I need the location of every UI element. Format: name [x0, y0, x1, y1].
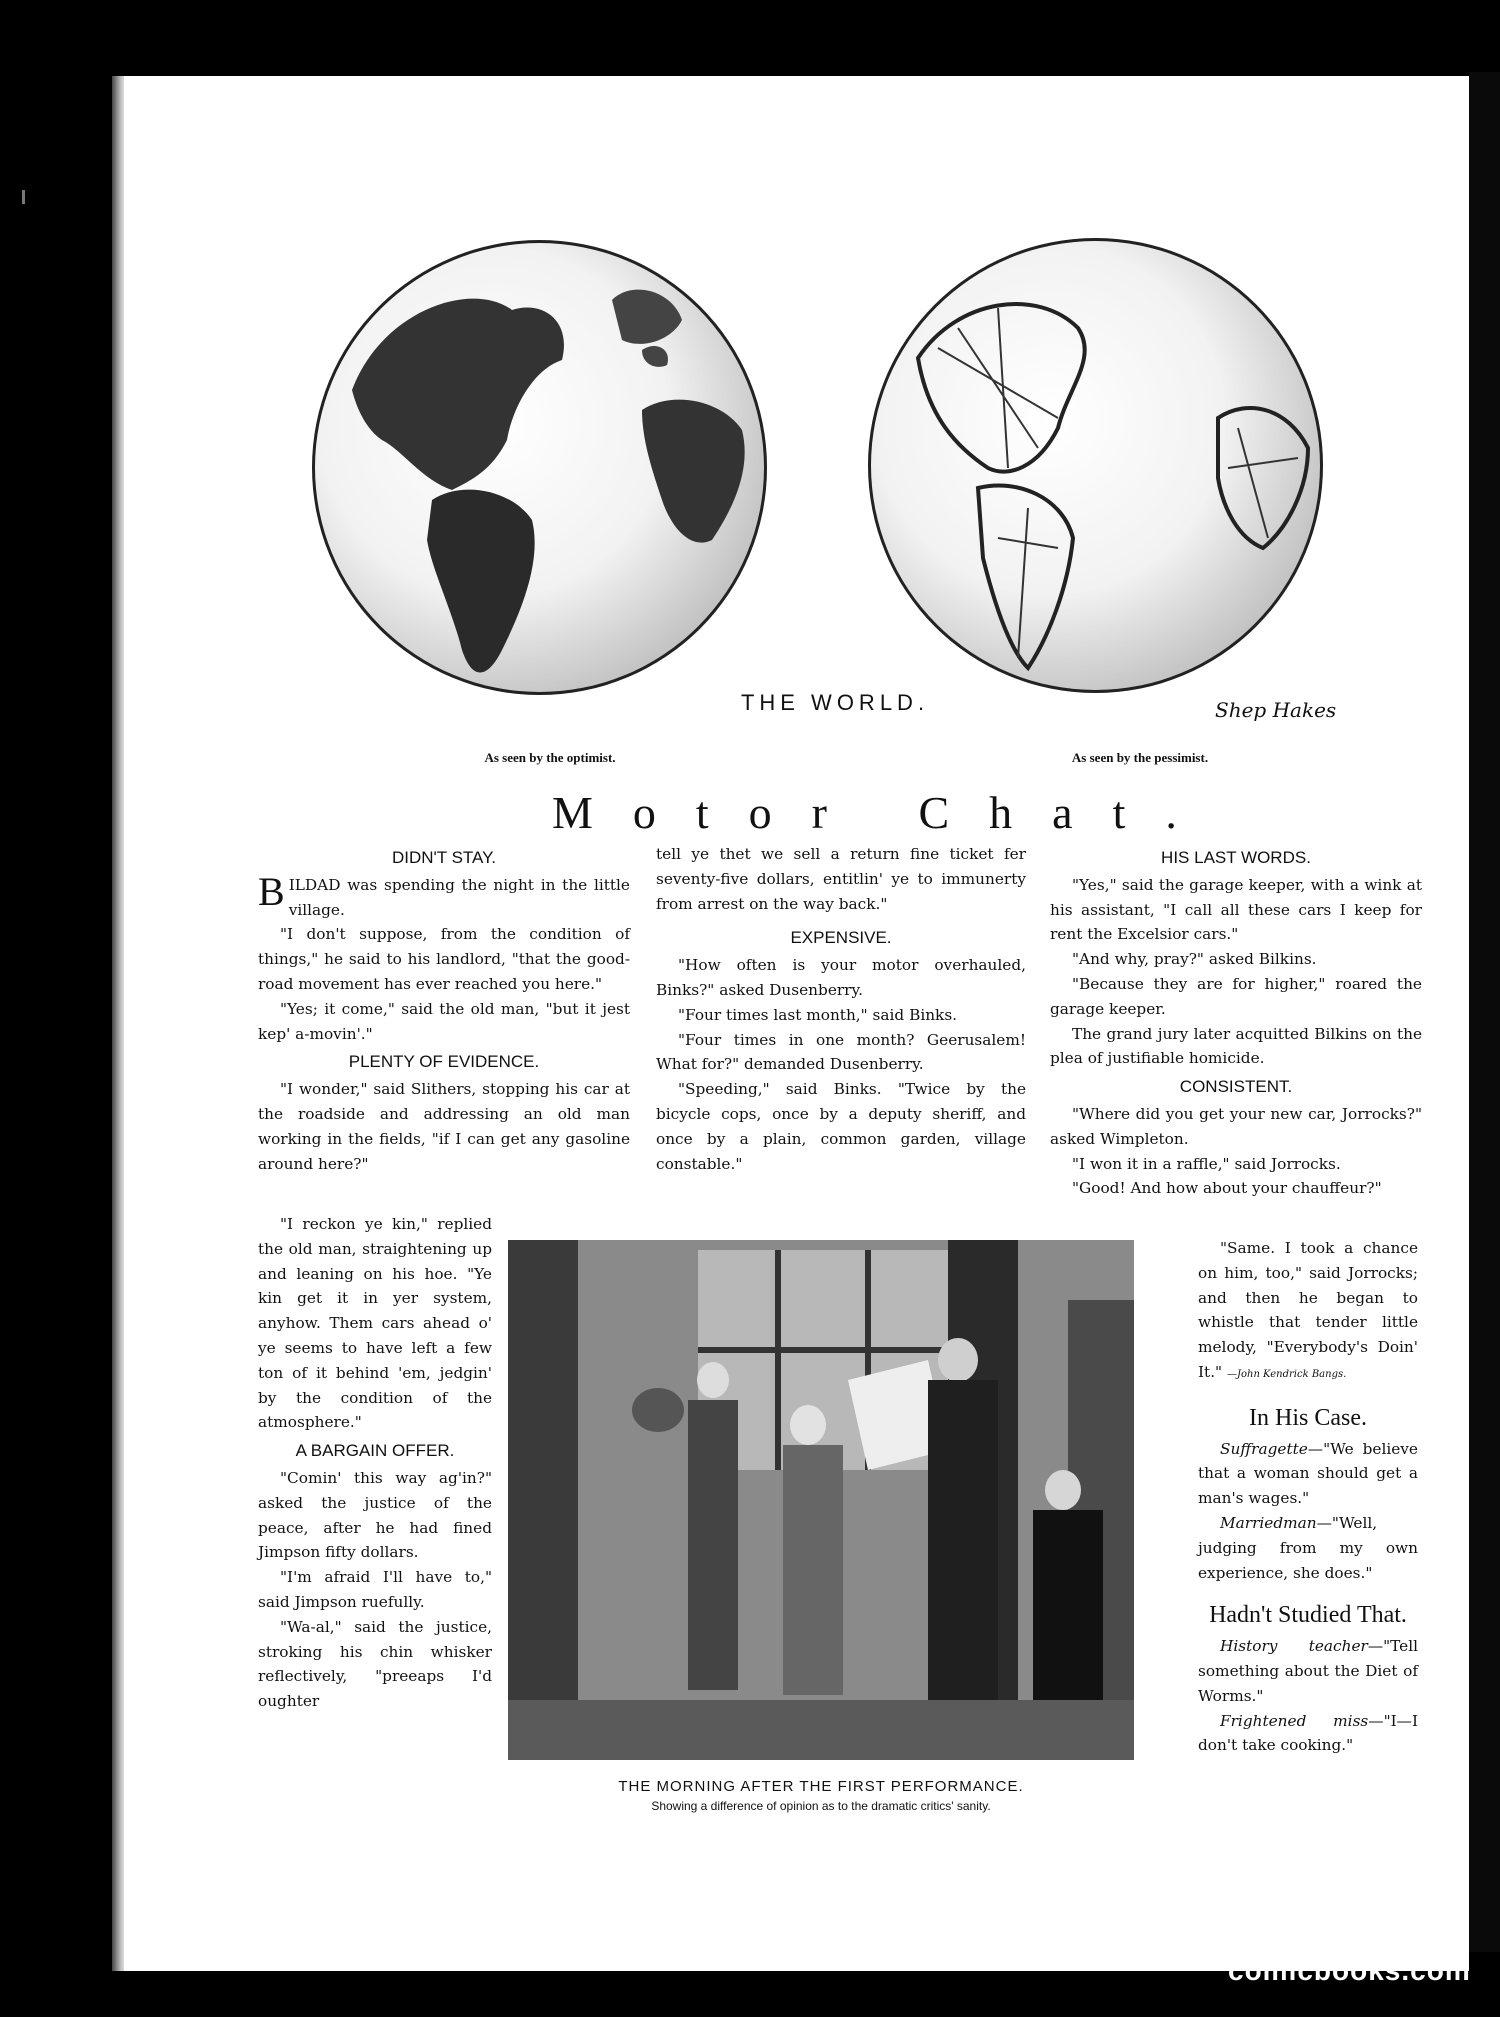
paragraph: "I wonder," said Slithers, stopping his car at the roadside and addressing an old man working in the fields, "if I can get any gasoline around here?": [258, 1080, 630, 1173]
heading-expensive: EXPENSIVE.: [790, 928, 892, 948]
paragraph: "I won it in a raffle," said Jorrocks.: [1072, 1154, 1341, 1173]
paragraph: "Comin' this way ag'in?" asked the justice of the peace, after he had fined Jimpson fifty dollars.: [258, 1468, 492, 1562]
column-1-top: [258, 842, 630, 1176]
illustration-title: THE MORNING AFTER THE FIRST PERFORMANCE.: [618, 1778, 1024, 1795]
section-heading: Motor Chat.: [552, 787, 1217, 838]
scan-mark: [22, 190, 25, 204]
artist-signature: Shep Hakes: [1215, 698, 1337, 722]
optimist-continents: [312, 240, 767, 695]
heading-a-bargain-offer: A BARGAIN OFFER.: [295, 1441, 455, 1461]
paragraph: "Where did you get your new car, Jorrocks?" asked Wimpleton.: [1050, 1104, 1422, 1148]
watermark: comicbooks.com: [1228, 1955, 1471, 1986]
heading-plenty-of-evidence: PLENTY OF EVIDENCE.: [348, 1052, 540, 1072]
paragraph: "Because they are for higher," roared the garage keeper.: [1050, 974, 1422, 1018]
paragraph: "Same. I took a chance on him, too," said Jorrocks; and then he began to whistle that tender little melody, "Everybody's Doin' It." —John Kendrick Bangs.: [1198, 1239, 1418, 1381]
theatre-illustration: [508, 1240, 1134, 1760]
heading-consistent: CONSISTENT.: [1179, 1077, 1293, 1097]
paragraph: "I'm afraid I'll have to," said Jimpson ruefully.: [258, 1568, 492, 1611]
paragraph: "Yes; it come," said the old man, "but it jest kep' a-movin'.": [258, 999, 630, 1043]
paragraph: BILDAD was spending the night in the little village.: [258, 868, 630, 919]
world-title: THE WORLD.: [740, 690, 930, 715]
illustration-subtitle: Showing a difference of opinion as to the dramatic critics' sanity.: [651, 1799, 991, 1813]
page-edge-shadow: [1469, 72, 1500, 1952]
paragraph: The grand jury later acquitted Bilkins on the plea of justifiable homicide.: [1050, 1024, 1422, 1068]
paragraph: "Wa-al," said the justice, stroking his chin whisker reflectively, "preeaps I'd oughter: [258, 1617, 492, 1711]
paragraph: "And why, pray?" asked Bilkins.: [1072, 950, 1317, 969]
column-2: [656, 842, 1026, 1176]
pessimist-globe-illustration: [868, 238, 1323, 693]
author-credit: —John Kendrick Bangs.: [1226, 1368, 1347, 1380]
column-1-narrow: [258, 1212, 492, 1714]
paragraph: "Yes," said the garage keeper, with a wink at his assistant, "I call all these cars I keep for rent the Excelsior cars.": [1050, 875, 1422, 944]
paragraph: Marriedman—"Well, judging from my own experience, she does.": [1198, 1513, 1418, 1582]
column-3-top: [1050, 842, 1422, 1201]
paragraph: "Four times last month," said Binks.: [678, 1005, 958, 1024]
heading-his-last-words: HIS LAST WORDS.: [1161, 848, 1311, 867]
paragraph: "Four times in one month? Geerusalem! What for?" demanded Dusenberry.: [656, 1030, 1026, 1074]
optimist-globe-illustration: [312, 240, 767, 695]
paragraph: History teacher—"Tell something about the Diet of Worms.": [1198, 1637, 1418, 1705]
heading-hadnt-studied-that: Hadn't Studied That.: [1209, 1602, 1407, 1629]
optimist-caption: As seen by the optimist.: [484, 750, 616, 765]
paragraph: "I reckon ye kin," replied the old man, straightening up and leaning on his hoe. "Ye kin get it in yer system, anyhow. Them cars ahead o' ye seems to have left a few ton of it behind 'em, jedgin' by the condition of the atmosphere.": [258, 1215, 492, 1432]
paragraph: Suffragette—"We believe that a woman should get a man's wages.": [1198, 1439, 1418, 1508]
illustration-caption: [508, 1778, 1134, 1813]
paragraph: Frightened miss—"I—I don't take cooking.": [1198, 1711, 1418, 1755]
paragraph: "Speeding," said Binks. "Twice by the bicycle cops, once by a deputy sheriff, and once by a plain, common garden, village constable.": [656, 1080, 1026, 1173]
pessimist-caption: As seen by the pessimist.: [1071, 750, 1209, 765]
paragraph: "How often is your motor overhauled, Binks?" asked Dusenberry.: [656, 956, 1026, 999]
pessimist-thorny-continents: [868, 238, 1323, 693]
paragraph: "Good! And how about your chauffeur?": [1072, 1179, 1382, 1198]
drop-cap: B: [258, 868, 285, 914]
paragraph: tell ye thet we sell a return fine ticket fer seventy-five dollars, entitlin' ye to immunerty from arrest on the way back.": [656, 845, 1026, 913]
column-3-narrow: [1198, 1236, 1418, 1758]
heading-in-his-case: In His Case.: [1249, 1404, 1367, 1431]
heading-didnt-stay: DIDN'T STAY.: [391, 848, 496, 867]
theatre-scene: [508, 1240, 1134, 1760]
paragraph: "I don't suppose, from the condition of things," he said to his landlord, "that the good-road movement has ever reached you here.": [258, 925, 630, 993]
